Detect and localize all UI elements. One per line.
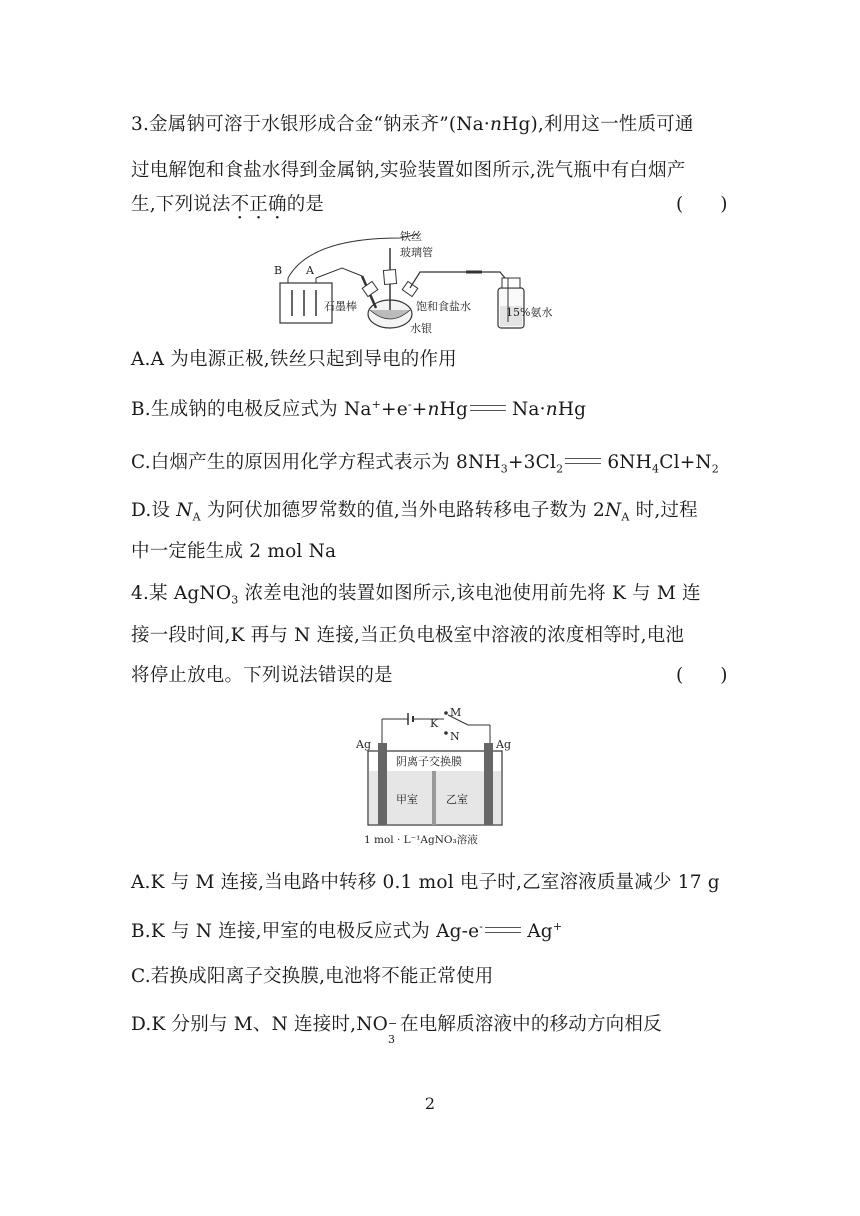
q4-stem-line2: 接一段时间,K 再与 N 连接,当正负电极室中溶液的浓度相等时,电池 <box>131 625 685 646</box>
q3-label-ammonia: 15%氨水 <box>506 306 553 319</box>
q4-label-N: N <box>450 730 460 743</box>
q4-label-membrane: 阴离子交换膜 <box>396 755 462 768</box>
q4-label-yi-room: 乙室 <box>446 793 468 806</box>
q4-answer-blank: ( ) <box>676 665 728 686</box>
q3-label-graphite: 石墨棒 <box>324 300 357 313</box>
q4-label-M: M <box>450 706 462 719</box>
q4-b-equals-sign <box>485 927 521 933</box>
q3-stem-line2: 过电解饱和食盐水得到金属钠,实验装置如图所示,洗气瓶中有白烟产 <box>131 160 686 181</box>
q3-label-B: B <box>274 264 283 277</box>
q3-label-A: A <box>306 264 314 277</box>
q3-option-a: A.A 为电源正极,铁丝只起到导电的作用 <box>131 349 457 370</box>
q4-cell-figure <box>350 703 520 851</box>
q4-option-c: C.若换成阳离子交换膜,电池将不能正常使用 <box>131 966 494 987</box>
q4-option-a: A.K 与 M 连接,当电路中转移 0.1 mol 电子时,乙室溶液质量减少 17 g <box>131 872 720 893</box>
q3-stem-line1: 3.金属钠可溶于水银形成合金“钠汞齐”(Na·nHg),利用这一性质可通 <box>131 114 694 135</box>
q4-option-d: D.K 分别与 M、N 连接时,NO − 3 在电解质溶液中的移动方向相反 <box>131 1014 662 1046</box>
q4-label-solution: 1 mol · L⁻¹AgNO₃溶液 <box>364 834 478 846</box>
q4-label-K: K <box>430 717 439 730</box>
q4-label-ag-right: Ag <box>496 738 511 751</box>
q4-stem-line1: 4.某 AgNO$_3$ 浓差电池的装置如图所示,该电池使用前先将 K 与 M 连 <box>131 583 701 607</box>
q3-label-mercury: 水银 <box>410 322 432 335</box>
q4-label-ag-left: Ag <box>356 738 371 751</box>
q3-b-equals-sign <box>470 405 506 411</box>
q3-apparatus-figure <box>270 228 553 336</box>
q3-option-c: C.白烟产生的原因用化学方程式表示为 $8NH_3+3Cl_2$ $6NH_4Cl+N_2$ <box>131 452 719 476</box>
q3-label-glass-tube: 玻璃管 <box>400 246 433 259</box>
q3-label-iron-wire: 铁丝 <box>400 230 422 243</box>
q3-option-d-line1: D.设 $N_A$ 为阿伏加德罗常数的值,当外电路转移电子数为 $2N_A$ 时,过程 <box>131 500 698 524</box>
q4-option-b: B.K 与 N 连接,甲室的电极反应式为 Ag-e- Ag+ <box>131 919 563 942</box>
q3-option-d-line2: 中一定能生成 2 mol Na <box>131 541 337 562</box>
q3-label-brine: 饱和食盐水 <box>416 300 471 313</box>
q4-label-jia-room: 甲室 <box>396 793 418 806</box>
q3-answer-blank: ( ) <box>676 194 728 215</box>
q3-c-equals-sign <box>565 458 601 464</box>
q4-stem-line3: 将停止放电。下列说法错误的是 <box>131 665 393 686</box>
q3-option-b: B.生成钠的电极反应式为 Na++e-+nHg Na·nHg <box>131 397 587 420</box>
page-number: 2 <box>424 1094 436 1113</box>
q3-stem-line3: 生,下列说法不正确的是 <box>131 194 325 215</box>
